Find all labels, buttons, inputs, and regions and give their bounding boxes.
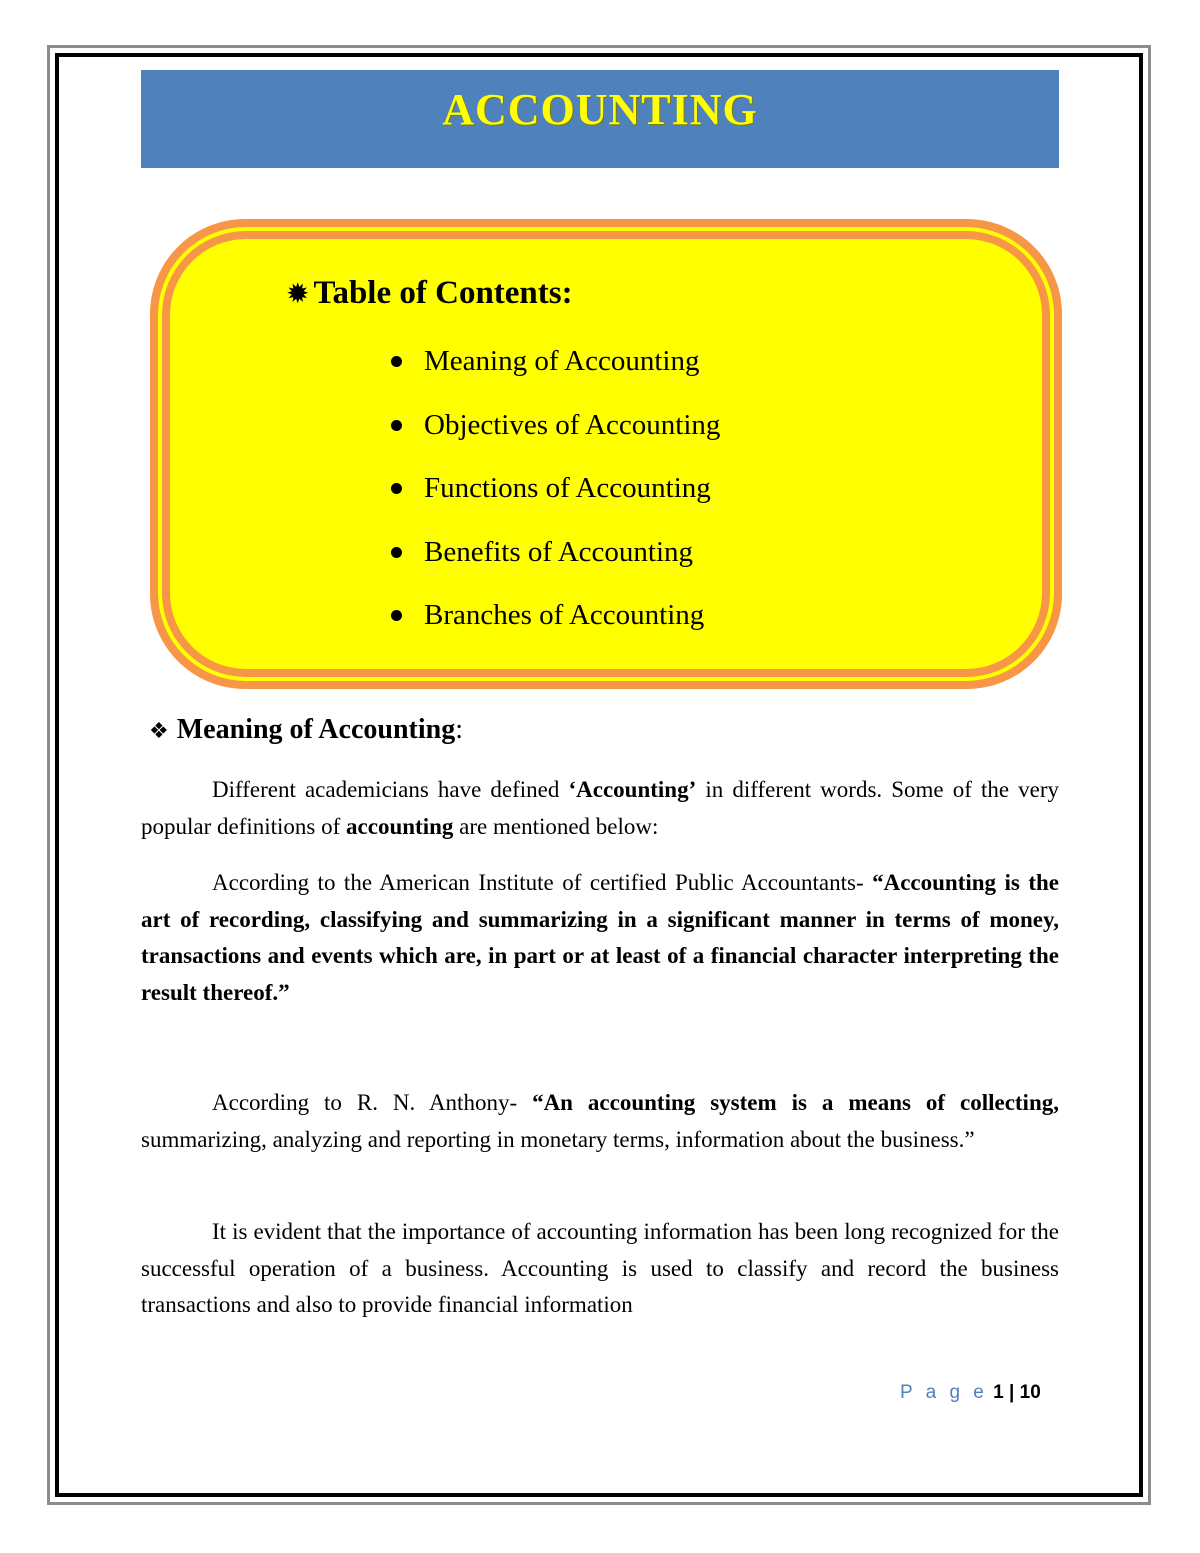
page-title: ACCOUNTING bbox=[442, 85, 758, 134]
bullet-icon bbox=[391, 547, 402, 558]
paragraph-anthony-definition: According to R. N. Anthony- “An accounting system is a means of collecting, summarizing, analyzing and reporting in monetary terms, information about the business.” bbox=[141, 1090, 1059, 1152]
diamond-bullet-icon: ❖ bbox=[149, 719, 169, 744]
bullet-icon bbox=[391, 420, 402, 431]
star-bullet-icon: ✹ bbox=[286, 277, 310, 310]
page-number: P a g e 1 | 10 bbox=[900, 1382, 1041, 1403]
toc-heading: ✹ Table of Contents: bbox=[286, 275, 573, 311]
toc-item-benefits: Benefits of Accounting bbox=[387, 533, 720, 597]
paragraph-intro: Different academicians have defined ‘Accounting’ in different words. Some of the very popular definitions of accounting are mentioned below: bbox=[141, 777, 1060, 839]
toc-list bbox=[387, 342, 720, 660]
title-banner bbox=[141, 70, 1059, 168]
bullet-icon bbox=[391, 356, 402, 367]
section-heading: ❖ Meaning of Accounting: bbox=[149, 714, 463, 745]
toc-item-meaning: Meaning of Accounting bbox=[387, 342, 720, 406]
paragraph-importance: It is evident that the importance of accounting information has been long recognized for the successful operation of a business. Accounting is used to classify and record the business transactions and also to provide financial information bbox=[141, 1219, 1059, 1317]
toc-item-functions: Functions of Accounting bbox=[387, 469, 720, 533]
bullet-icon bbox=[391, 610, 402, 621]
toc-item-branches: Branches of Accounting bbox=[387, 596, 720, 660]
bullet-icon bbox=[391, 483, 402, 494]
toc-item-objectives: Objectives of Accounting bbox=[387, 406, 720, 470]
paragraph-aicpa-definition: According to the American Institute of certified Public Accountants- “Accounting is the art of recording, classifying and summarizing in a significant manner in terms of money, transactions and events which are, in part or at least of a financial character interpreting the result thereof.” bbox=[141, 870, 1060, 1005]
